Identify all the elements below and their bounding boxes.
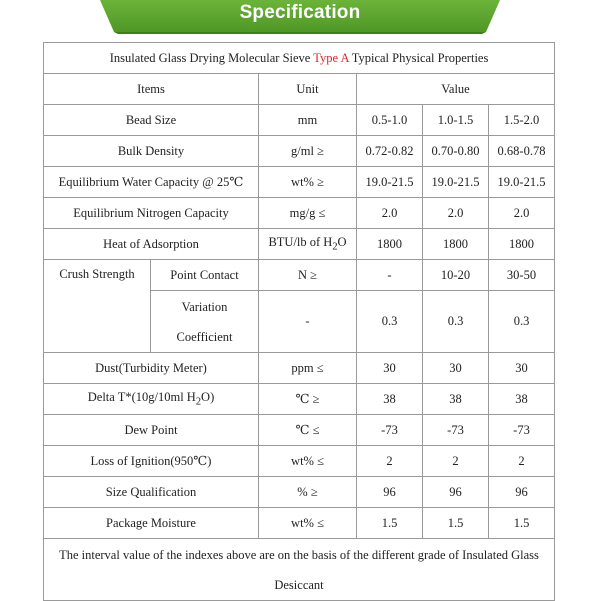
value-cell: 30 xyxy=(357,353,423,384)
item-cell: Bead Size xyxy=(44,105,259,136)
crush-strength-cell: Crush Strength xyxy=(44,260,151,353)
value-cell: 19.0-21.5 xyxy=(357,167,423,198)
variation-coefficient-cell: Variation Coefficient xyxy=(151,291,259,353)
value-cell: 19.0-21.5 xyxy=(489,167,555,198)
unit-cell: ppm ≤ xyxy=(259,353,357,384)
value-cell: 30-50 xyxy=(489,260,555,291)
item-cell: Equilibrium Water Capacity @ 25℃ xyxy=(44,167,259,198)
note-row xyxy=(44,539,555,601)
value-cell: -73 xyxy=(489,415,555,446)
table-row xyxy=(44,415,555,446)
table-row xyxy=(44,477,555,508)
value-cell: -73 xyxy=(357,415,423,446)
unit-cell: wt% ≤ xyxy=(259,446,357,477)
unit-cell: - xyxy=(259,291,357,353)
table-title-row xyxy=(44,43,555,74)
value-cell: 96 xyxy=(357,477,423,508)
value-cell: 0.70-0.80 xyxy=(423,136,489,167)
value-cell: 1800 xyxy=(357,229,423,260)
type-highlight: Type A xyxy=(313,50,349,65)
value-cell: 2.0 xyxy=(489,198,555,229)
value-cell: 38 xyxy=(423,384,489,415)
point-contact-cell: Point Contact xyxy=(151,260,259,291)
unit-cell: mg/g ≤ xyxy=(259,198,357,229)
table-row xyxy=(44,446,555,477)
item-cell: Package Moisture xyxy=(44,508,259,539)
value-cell: 2 xyxy=(423,446,489,477)
value-cell: 0.68-0.78 xyxy=(489,136,555,167)
unit-cell: wt% ≤ xyxy=(259,508,357,539)
unit-cell: BTU/lb of $H_2O$ xyxy=(259,229,357,260)
value-cell: 0.72-0.82 xyxy=(357,136,423,167)
value-cell: 0.3 xyxy=(357,291,423,353)
value-cell: 2.0 xyxy=(423,198,489,229)
table-title: Insulated Glass Drying Molecular Sieve Type A Typical Physical Properties xyxy=(44,43,555,74)
table-row xyxy=(44,105,555,136)
value-cell: 1.5-2.0 xyxy=(489,105,555,136)
value-cell: 1.5 xyxy=(423,508,489,539)
value-cell: 19.0-21.5 xyxy=(423,167,489,198)
value-cell: 2.0 xyxy=(357,198,423,229)
specification-banner xyxy=(0,0,600,34)
specification-table xyxy=(43,42,555,601)
item-cell: Equilibrium Nitrogen Capacity xyxy=(44,198,259,229)
unit-cell: wt% ≥ xyxy=(259,167,357,198)
value-cell: 0.3 xyxy=(423,291,489,353)
table-row xyxy=(44,136,555,167)
item-cell: Heat of Adsorption xyxy=(44,229,259,260)
value-cell: 1.0-1.5 xyxy=(423,105,489,136)
table-row xyxy=(44,229,555,260)
value-cell: 96 xyxy=(489,477,555,508)
item-cell: Dust(Turbidity Meter) xyxy=(44,353,259,384)
header-unit: Unit xyxy=(259,74,357,105)
value-cell: 0.3 xyxy=(489,291,555,353)
value-cell: 10-20 xyxy=(423,260,489,291)
banner-title: Specification xyxy=(239,2,361,23)
value-cell: 0.5-1.0 xyxy=(357,105,423,136)
value-cell: 2 xyxy=(357,446,423,477)
value-cell: 1800 xyxy=(423,229,489,260)
item-cell: Loss of Ignition(950℃) xyxy=(44,446,259,477)
unit-cell: % ≥ xyxy=(259,477,357,508)
table-note: The interval value of the indexes above are on the basis of the different grade of Insulated Glass Desiccant xyxy=(44,539,555,601)
header-row xyxy=(44,74,555,105)
value-cell: 30 xyxy=(423,353,489,384)
value-cell: - xyxy=(357,260,423,291)
header-value: Value xyxy=(357,74,555,105)
item-cell: Bulk Density xyxy=(44,136,259,167)
item-cell: Delta T*(10g/10ml $H_2O$) xyxy=(44,384,259,415)
unit-cell: ℃ ≤ xyxy=(259,415,357,446)
unit-cell: mm xyxy=(259,105,357,136)
table-row xyxy=(44,353,555,384)
table-row xyxy=(44,167,555,198)
table-row xyxy=(44,198,555,229)
table-row-crush-point xyxy=(44,260,555,291)
item-cell: Dew Point xyxy=(44,415,259,446)
value-cell: 1800 xyxy=(489,229,555,260)
value-cell: 2 xyxy=(489,446,555,477)
header-items: Items xyxy=(44,74,259,105)
value-cell: 1.5 xyxy=(489,508,555,539)
table-row xyxy=(44,384,555,415)
value-cell: 38 xyxy=(489,384,555,415)
table-row xyxy=(44,508,555,539)
value-cell: 1.5 xyxy=(357,508,423,539)
unit-cell: ℃ ≥ xyxy=(259,384,357,415)
item-cell: Size Qualification xyxy=(44,477,259,508)
unit-cell: N ≥ xyxy=(259,260,357,291)
value-cell: 38 xyxy=(357,384,423,415)
value-cell: -73 xyxy=(423,415,489,446)
value-cell: 30 xyxy=(489,353,555,384)
unit-cell: g/ml ≥ xyxy=(259,136,357,167)
value-cell: 96 xyxy=(423,477,489,508)
